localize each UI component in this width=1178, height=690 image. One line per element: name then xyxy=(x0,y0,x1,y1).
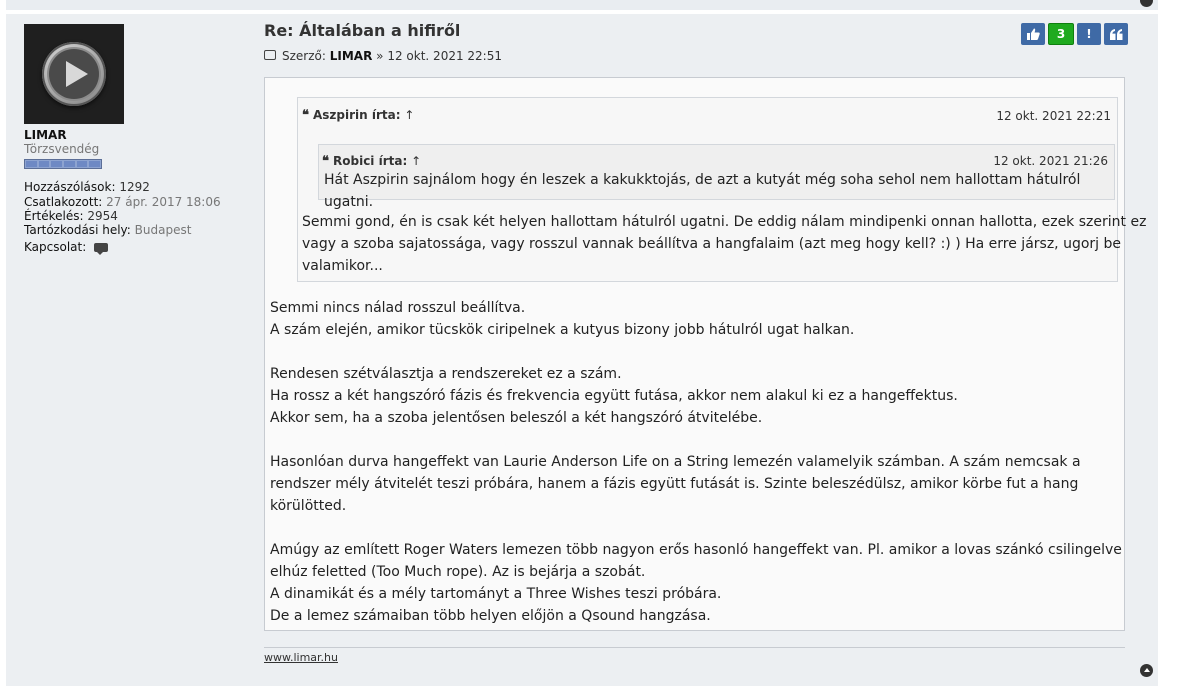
profile-rank: Törzsvendég xyxy=(24,142,100,156)
profile-username[interactable]: LIMAR xyxy=(24,128,67,142)
quote-inner-author[interactable]: Robici írta: xyxy=(333,154,408,168)
signature-divider xyxy=(264,647,1125,648)
body-line: De a lemez számaiban több helyen előjön a Qsound hangzása. xyxy=(270,608,711,624)
author-prefix: Szerző: xyxy=(282,49,326,63)
post-date: 12 okt. 2021 22:51 xyxy=(387,49,502,63)
posts-label: Hozzászólások: xyxy=(24,180,116,194)
body-line: körülötted. xyxy=(270,498,347,514)
quote-inner xyxy=(318,144,1115,210)
quote-outer-header xyxy=(302,108,414,123)
body-line: Hasonlóan durva hangeffekt van Laurie Anderson Life on a String lemezén valamelyik számban. A szám nemcsak a xyxy=(270,454,1081,470)
profile-contact xyxy=(24,240,108,254)
like-count-badge[interactable]: 3 xyxy=(1048,23,1074,45)
rank-bar xyxy=(24,159,102,169)
profile-joined xyxy=(24,195,221,209)
quote-icon xyxy=(1110,29,1123,40)
quote-mark-icon: ❝ xyxy=(322,154,329,169)
body-line: A dinamikát és a mély tartományt a Three Wishes teszi próbára. xyxy=(270,586,722,602)
body-line: elhúz feletted (Too Much rope). Az is bejárja a szobát. xyxy=(270,564,646,580)
profile-posts xyxy=(24,180,150,194)
quote-inner-text: Hát Aszpirin sajnálom hogy én leszek a kakukktojás, de azt a kutyát még soha sehol nem hallottam hátulról ugatni. xyxy=(324,172,1081,210)
body-line: Rendesen szétválasztja a rendszereket ez a szám. xyxy=(270,366,622,382)
report-button[interactable] xyxy=(1077,23,1101,45)
quote-inner-header xyxy=(322,154,421,169)
forum-post xyxy=(6,14,1158,686)
signature-link[interactable]: www.limar.hu xyxy=(264,651,338,664)
speech-bubble-icon[interactable] xyxy=(94,243,108,252)
back-to-top-icon[interactable] xyxy=(1140,664,1153,677)
post-byline xyxy=(264,49,502,63)
quote-inner-date: 12 okt. 2021 21:26 xyxy=(993,154,1108,168)
quote-outer-line: Semmi gond, én is csak két helyen hallottam hátulról ugatni. De eddig nálam mindipenki onnan hallotta, ezek szerint ez xyxy=(302,214,1147,230)
rating-value: 2954 xyxy=(87,209,118,223)
thumbs-up-icon xyxy=(1027,28,1040,40)
body-paragraph xyxy=(270,297,1120,341)
quote-outer-jump-link[interactable]: ↑ xyxy=(404,108,415,122)
post-icon xyxy=(264,50,276,60)
body-line: A szám elején, amikor tücskök ciripelnek a kutyus bizony jobb hátulról ugat halkan. xyxy=(270,322,855,338)
body-paragraph xyxy=(270,451,1120,517)
body-paragraph xyxy=(270,363,1120,429)
body-line: Semmi nincs nálad rosszul beállítva. xyxy=(270,300,526,316)
post-body xyxy=(270,297,1120,627)
location-label: Tartózkodási hely: xyxy=(24,223,131,237)
post-actions xyxy=(1021,23,1128,45)
previous-post-strip xyxy=(6,0,1158,10)
quote-outer-text xyxy=(302,211,1146,277)
post-title[interactable]: Re: Általában a hifiről xyxy=(264,21,461,40)
quote-outer-author[interactable]: Aszpirin írta: xyxy=(313,108,401,122)
quote-button[interactable] xyxy=(1104,23,1128,45)
profile-rating xyxy=(24,209,118,223)
quote-outer-date: 12 okt. 2021 22:21 xyxy=(996,109,1111,123)
body-paragraph xyxy=(270,539,1120,627)
body-line: rendszer mély átvitelét teszi próbára, hanem a fázis együtt futását is. Szinte beleszédülsz, amikor körbe fut a hang xyxy=(270,476,1079,492)
body-line: Amúgy az említett Roger Waters lemezen több nagyon erős hasonló hangeffekt van. Pl. amikor a lovas szánkó csilingelve xyxy=(270,542,1122,558)
rating-label: Értékelés: xyxy=(24,209,84,223)
avatar[interactable] xyxy=(24,24,124,124)
profile-location xyxy=(24,223,191,237)
body-line: Akkor sem, ha a szoba jelentősen beleszól a két hangszóró átvitelébe. xyxy=(270,410,763,426)
exclamation-icon: ! xyxy=(1086,27,1092,41)
quote-outer-line: valamikor... xyxy=(302,258,383,274)
quote-inner-jump-link[interactable]: ↑ xyxy=(411,154,422,168)
posts-value[interactable]: 1292 xyxy=(119,180,150,194)
quote-mark-icon: ❝ xyxy=(302,108,309,123)
quote-outer-line: vagy a szoba sajatossága, vagy rosszul vannak beállítva a hangfalaim (azt meg hogy kell? :) ) Ha erre jársz, ugorj be xyxy=(302,236,1121,252)
like-button[interactable] xyxy=(1021,23,1045,45)
quote-outer xyxy=(297,97,1147,282)
location-value: Budapest xyxy=(134,223,192,237)
joined-label: Csatlakozott: xyxy=(24,195,103,209)
post-author[interactable]: LIMAR xyxy=(329,49,373,63)
play-button-avatar-icon xyxy=(42,42,106,106)
post-content xyxy=(264,77,1147,631)
contact-label: Kapcsolat: xyxy=(24,240,87,254)
date-separator: » xyxy=(376,49,384,63)
joined-value: 27 ápr. 2017 18:06 xyxy=(106,195,221,209)
body-line: Ha rossz a két hangszóró fázis és frekvencia együtt futása, akkor nem alakul ki ez a hangeffektus. xyxy=(270,388,958,404)
